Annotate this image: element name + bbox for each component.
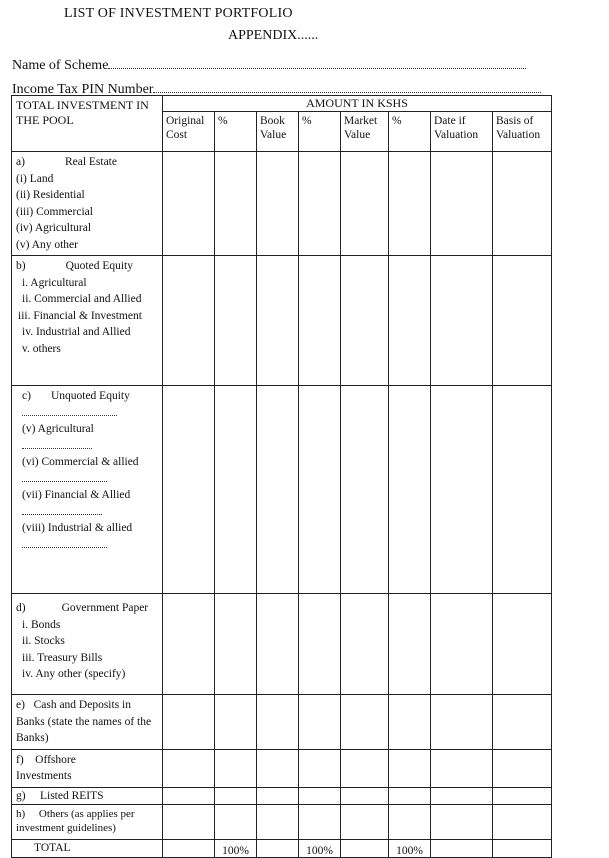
cell[interactable] [163, 840, 215, 858]
scheme-name-blank[interactable] [108, 58, 526, 69]
cell[interactable] [257, 386, 299, 594]
appendix-label: APPENDIX...... [228, 28, 319, 43]
cell[interactable] [493, 152, 552, 256]
cell[interactable] [341, 386, 389, 594]
cell[interactable] [299, 787, 341, 805]
section-others: h) Others (as applies per investment guidelines) [12, 805, 163, 840]
cell[interactable] [215, 749, 257, 787]
investment-portfolio-table [11, 95, 552, 858]
cell[interactable] [163, 152, 215, 256]
cell[interactable] [493, 594, 552, 695]
cell[interactable] [389, 805, 431, 840]
cell[interactable] [257, 256, 299, 386]
cell[interactable] [341, 695, 389, 750]
cell[interactable] [493, 840, 552, 858]
section-cash-deposits: e) Cash and Deposits in Banks (state the names of the Banks) [12, 695, 163, 750]
cell[interactable] [163, 256, 215, 386]
total-percent-2: 100% [299, 840, 341, 858]
cell[interactable] [431, 695, 493, 750]
cell[interactable] [389, 594, 431, 695]
cell[interactable] [431, 386, 493, 594]
cell[interactable] [341, 749, 389, 787]
cell[interactable] [215, 152, 257, 256]
section-listed-reits: g) Listed REITS [12, 787, 163, 805]
cell[interactable] [257, 840, 299, 858]
cell[interactable] [299, 805, 341, 840]
pin-number-blank[interactable] [153, 82, 541, 93]
col-basis-valuation: Basis of Valuation [493, 112, 552, 152]
cell[interactable] [341, 594, 389, 695]
cell[interactable] [431, 594, 493, 695]
col-book-value: Book Value [257, 112, 299, 152]
cell[interactable] [215, 256, 257, 386]
cell[interactable] [493, 787, 552, 805]
amount-header: AMOUNT IN KSHS [163, 96, 552, 112]
cell[interactable] [389, 695, 431, 750]
cell[interactable] [341, 840, 389, 858]
cell[interactable] [493, 695, 552, 750]
cell[interactable] [341, 152, 389, 256]
cell[interactable] [215, 386, 257, 594]
cell[interactable] [257, 787, 299, 805]
cell[interactable] [215, 787, 257, 805]
cell[interactable] [341, 805, 389, 840]
cell[interactable] [389, 152, 431, 256]
cell[interactable] [431, 805, 493, 840]
cell[interactable] [493, 749, 552, 787]
table-row [12, 787, 552, 805]
cell[interactable] [257, 594, 299, 695]
total-label: TOTAL [12, 840, 163, 858]
table-row [12, 749, 552, 787]
table-row [12, 594, 552, 695]
col-percent-3: % [389, 112, 431, 152]
col-percent-2: % [299, 112, 341, 152]
cell[interactable] [431, 256, 493, 386]
cell[interactable] [389, 256, 431, 386]
cell[interactable] [431, 840, 493, 858]
cell[interactable] [299, 594, 341, 695]
cell[interactable] [389, 749, 431, 787]
section-unquoted-equity: c) Unquoted Equity (v) Agricultural (vi) Commercial & allied (vii) Financial & Allied (viii) Industrial & allied [12, 386, 163, 594]
total-percent-1: 100% [215, 840, 257, 858]
cell[interactable] [163, 594, 215, 695]
table-row [12, 256, 552, 386]
table-row [12, 152, 552, 256]
cell[interactable] [431, 749, 493, 787]
cell[interactable] [215, 594, 257, 695]
table-row [12, 805, 552, 840]
total-row [12, 840, 552, 858]
section-government-paper: d) Government Paper i. Bonds ii. Stocks iii. Treasury Bills iv. Any other (specify) [12, 594, 163, 695]
section-quoted-equity: b) Quoted Equity i. Agricultural ii. Commercial and Allied iii. Financial & Investment iv. Industrial and Allied v. others [12, 256, 163, 386]
col-date-valuation: Date if Valuation [431, 112, 493, 152]
cell[interactable] [215, 695, 257, 750]
cell[interactable] [299, 749, 341, 787]
pin-number-label: Income Tax PIN Number [12, 82, 154, 97]
cell[interactable] [389, 787, 431, 805]
total-investment-header: TOTAL INVESTMENT IN THE POOL [12, 96, 163, 152]
cell[interactable] [163, 695, 215, 750]
cell[interactable] [389, 386, 431, 594]
col-percent-1: % [215, 112, 257, 152]
cell[interactable] [163, 749, 215, 787]
cell[interactable] [257, 749, 299, 787]
cell[interactable] [341, 256, 389, 386]
cell[interactable] [299, 386, 341, 594]
cell[interactable] [215, 805, 257, 840]
cell[interactable] [493, 256, 552, 386]
cell[interactable] [299, 695, 341, 750]
cell[interactable] [163, 787, 215, 805]
document-title: LIST OF INVESTMENT PORTFOLIO [64, 6, 293, 21]
cell[interactable] [493, 805, 552, 840]
cell[interactable] [431, 787, 493, 805]
table-row [12, 695, 552, 750]
cell[interactable] [493, 386, 552, 594]
total-percent-3: 100% [389, 840, 431, 858]
section-real-estate: a) Real Estate (i) Land (ii) Residential (iii) Commercial (iv) Agricultural (v) Any other [12, 152, 163, 256]
cell[interactable] [299, 256, 341, 386]
cell[interactable] [257, 805, 299, 840]
scheme-name-label: Name of Scheme [12, 58, 109, 73]
col-market-value: Market Value [341, 112, 389, 152]
cell[interactable] [431, 152, 493, 256]
col-original-cost: Original Cost [163, 112, 215, 152]
cell[interactable] [163, 386, 215, 594]
cell[interactable] [257, 152, 299, 256]
table-row [12, 386, 552, 594]
cell[interactable] [299, 152, 341, 256]
cell[interactable] [341, 787, 389, 805]
cell[interactable] [257, 695, 299, 750]
section-offshore: f) Offshore Investments [12, 749, 163, 787]
scheme-name-field[interactable] [12, 58, 526, 74]
cell[interactable] [163, 805, 215, 840]
